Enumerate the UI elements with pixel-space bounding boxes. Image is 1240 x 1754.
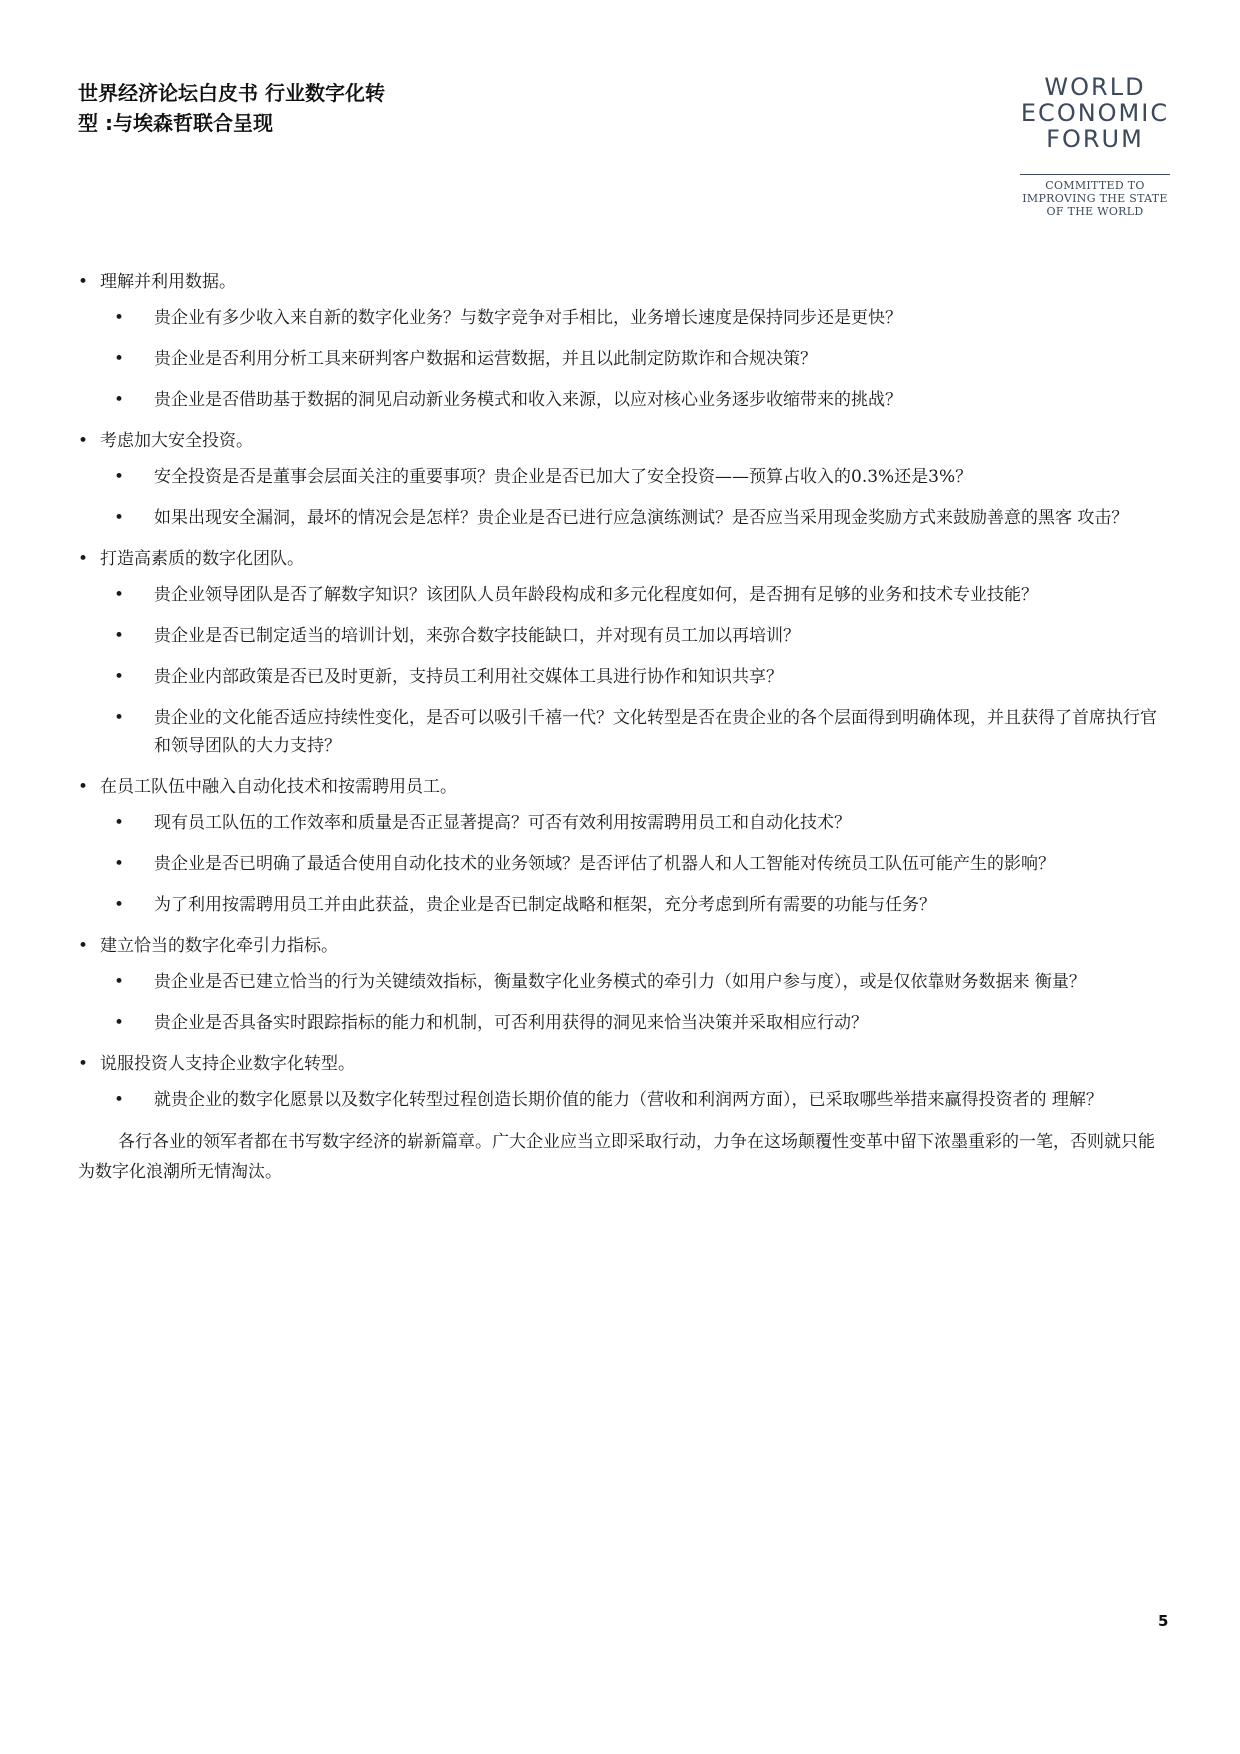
section-heading: • 考虑加大安全投资。 — [78, 427, 1168, 455]
logo-divider — [1020, 174, 1170, 175]
closing-paragraph: 各行各业的领军者都在书写数字经济的崭新篇章。广大企业应当立即采取行动，力争在这场颠覆性变革中留下浓墨重彩的一笔，否则就只能为数字化浪潮所无情淘汰。 — [78, 1132, 1155, 1182]
list-item: • 安全投资是否是董事会层面关注的重要事项？贵企业是否已加大了安全投资——预算占收入的0.3%还是3%？ — [100, 463, 1168, 491]
logo-word-economic: ECONOMIC — [1020, 99, 1170, 127]
section-metrics — [78, 932, 1168, 1037]
section-heading: • 理解并利用数据。 — [78, 268, 1168, 296]
section-security — [78, 427, 1168, 532]
bullet-icon: • — [78, 936, 89, 956]
logo-word-forum: FORUM — [1046, 125, 1144, 153]
list-item: • 贵企业是否已建立恰当的行为关键绩效指标，衡量数字化业务模式的牵引力（如用户参与度），或是仅依靠财务数据来 衡量？ — [100, 968, 1168, 996]
logo-tagline-3: OF THE WORLD — [1046, 205, 1144, 218]
bullet-icon: • — [78, 431, 89, 451]
list-item: • 贵企业是否利用分析工具来研判客户数据和运营数据，并且以此制定防欺诈和合规决策？ — [100, 345, 1168, 373]
bullet-icon: • — [114, 390, 125, 410]
bullet-icon: • — [78, 272, 89, 292]
list-item: • 贵企业是否已明确了最适合使用自动化技术的业务领域？是否评估了机器人和人工智能对传统员工队伍可能产生的影响？ — [100, 850, 1168, 878]
bullet-icon: • — [114, 1090, 125, 1110]
bullet-icon: • — [114, 626, 125, 646]
section-heading: • 建立恰当的数字化牵引力指标。 — [78, 932, 1168, 960]
bullet-icon: • — [114, 467, 125, 487]
logo-tagline-2: IMPROVING THE STATE — [1022, 192, 1168, 205]
list-item: • 为了利用按需聘用员工并由此获益，贵企业是否已制定战略和框架，充分考虑到所有需要的功能与任务？ — [100, 891, 1168, 919]
bullet-icon: • — [114, 708, 125, 728]
bullet-icon: • — [114, 585, 125, 605]
title-line-1: 世界经济论坛白皮书 行业数字化转 — [78, 81, 385, 105]
list-item: • 就贵企业的数字化愿景以及数字化转型过程创造长期价值的能力（营收和利润两方面），已采取哪些举措来赢得投资者的 理解？ — [100, 1086, 1168, 1114]
bullet-icon: • — [114, 972, 125, 992]
section-workforce — [78, 773, 1168, 919]
list-item: • 贵企业领导团队是否了解数字知识？该团队人员年龄段构成和多元化程度如何，是否拥有足够的业务和技术专业技能？ — [100, 581, 1168, 609]
title-line-2: 型 :与埃森哲联合呈现 — [78, 111, 273, 135]
section-heading: • 打造高素质的数字化团队。 — [78, 545, 1168, 573]
document-title — [78, 78, 438, 138]
bullet-icon: • — [78, 1054, 89, 1074]
bullet-icon: • — [114, 667, 125, 687]
list-item: • 贵企业内部政策是否已及时更新，支持员工利用社交媒体工具进行协作和知识共享？ — [100, 663, 1168, 691]
bullet-icon: • — [114, 508, 125, 528]
bullet-icon: • — [114, 895, 125, 915]
logo-word-world: WORLD — [1044, 73, 1146, 101]
logo-tagline-1: COMMITTED TO — [1045, 179, 1145, 192]
list-item: • 现有员工队伍的工作效率和质量是否正显著提高？可否有效利用按需聘用员工和自动化技术？ — [100, 809, 1168, 837]
bullet-icon: • — [114, 813, 125, 833]
bullet-icon: • — [114, 854, 125, 874]
page-number: 5 — [1158, 1612, 1169, 1630]
list-item: • 贵企业是否已制定适当的培训计划，来弥合数字技能缺口，并对现有员工加以再培训？ — [100, 622, 1168, 650]
bullet-icon: • — [78, 549, 89, 569]
bullet-icon: • — [114, 308, 125, 328]
section-data — [78, 268, 1168, 414]
bullet-icon: • — [114, 349, 125, 369]
wef-logo — [1010, 74, 1180, 218]
bullet-icon: • — [114, 1013, 125, 1033]
list-item: • 贵企业是否具备实时跟踪指标的能力和机制，可否利用获得的洞见来恰当决策并采取相应行动？ — [100, 1009, 1168, 1037]
document-body — [78, 268, 1168, 1204]
section-team — [78, 545, 1168, 760]
section-heading: • 说服投资人支持企业数字化转型。 — [78, 1050, 1168, 1078]
list-item: • 贵企业有多少收入来自新的数字化业务？与数字竞争对手相比，业务增长速度是保持同步还是更快？ — [100, 304, 1168, 332]
section-heading: • 在员工队伍中融入自动化技术和按需聘用员工。 — [78, 773, 1168, 801]
section-investors — [78, 1050, 1168, 1114]
list-item: • 贵企业是否借助基于数据的洞见启动新业务模式和收入来源，以应对核心业务逐步收缩带来的挑战？ — [100, 386, 1168, 414]
list-item: • 如果出现安全漏洞，最坏的情况会是怎样？贵企业是否已进行应急演练测试？是否应当采用现金奖励方式来鼓励善意的黑客 攻击？ — [100, 504, 1168, 532]
list-item: • 贵企业的文化能否适应持续性变化，是否可以吸引千禧一代？文化转型是否在贵企业的各个层面得到明确体现，并且获得了首席执行官和领导团队的大力支持？ — [100, 704, 1168, 760]
bullet-icon: • — [78, 777, 89, 797]
